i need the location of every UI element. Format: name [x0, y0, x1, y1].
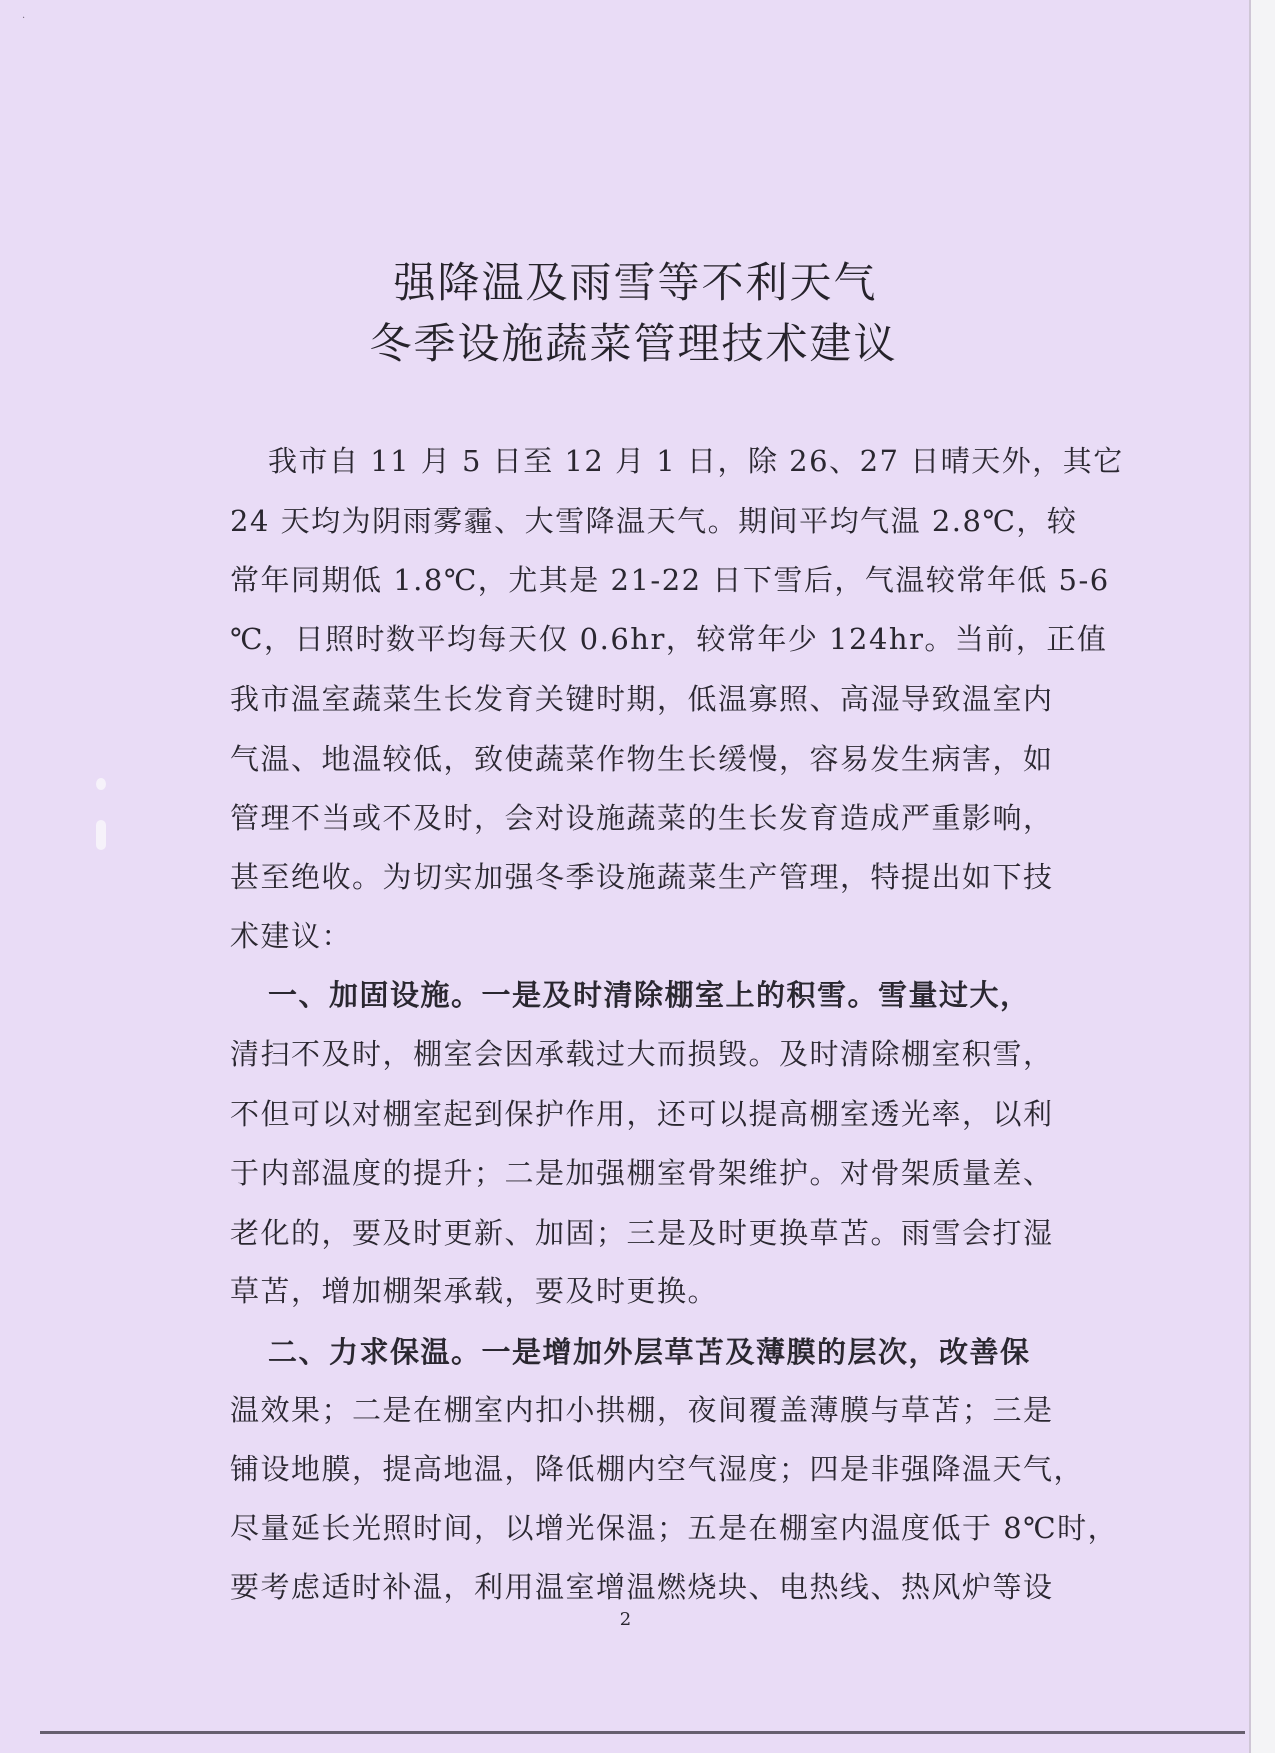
section-2-line: 铺设地膜，提高地温，降低棚内空气湿度；四是非强降温天气， — [230, 1452, 1085, 1486]
section-2-line: 温效果；二是在棚室内扣小拱棚，夜间覆盖薄膜与草苫；三是 — [230, 1393, 1054, 1427]
section-1-line: 老化的，要及时更新、加固；三是及时更换草苫。雨雪会打湿 — [230, 1216, 1054, 1250]
section-1-line: 一、加固设施。一是及时清除棚室上的积雪。雪量过大， — [268, 978, 1031, 1012]
paragraph-1-line: 甚至绝收。为切实加强冬季设施蔬菜生产管理，特提出如下技 — [230, 860, 1054, 894]
section-2-line: 尽量延长光照时间，以增光保温；五是在棚室内温度低于 8℃时， — [230, 1511, 1119, 1545]
document-title-line-1: 强降温及雨雪等不利天气 — [393, 258, 878, 307]
paragraph-1-line: 24 天均为阴雨雾霾、大雪降温天气。期间平均气温 2.8℃，较 — [230, 504, 1078, 538]
page-number: 2 — [619, 1609, 632, 1630]
section-1-line: 不但可以对棚室起到保护作用，还可以提高棚室透光率，以利 — [230, 1097, 1054, 1131]
section-2-line: 要考虑适时补温，利用温室增温燃烧块、电热线、热风炉等设 — [230, 1570, 1054, 1604]
paragraph-1-line: 管理不当或不及时，会对设施蔬菜的生长发育造成严重影响， — [230, 801, 1054, 835]
section-1-line: 清扫不及时，棚室会因承载过大而损毁。及时清除棚室积雪， — [230, 1037, 1054, 1071]
document-title-line-2: 冬季设施蔬菜管理技术建议 — [369, 319, 898, 368]
binding-hole — [96, 778, 106, 790]
section-2-line: 二、力求保温。一是增加外层草苫及薄膜的层次，改善保 — [268, 1335, 1031, 1369]
paragraph-1-line: 气温、地温较低，致使蔬菜作物生长缓慢，容易发生病害，如 — [230, 742, 1054, 776]
paragraph-1-line: 常年同期低 1.8℃，尤其是 21-22 日下雪后，气温较常年低 5-6 — [230, 563, 1110, 597]
paragraph-1-line: 术建议： — [230, 919, 353, 953]
scan-bottom-edge — [40, 1731, 1245, 1734]
scan-speck: · — [22, 13, 26, 24]
paragraph-1-line: 我市温室蔬菜生长发育关键时期，低温寡照、高湿导致温室内 — [230, 682, 1054, 716]
paragraph-1-line: 我市自 11 月 5 日至 12 月 1 日，除 26、27 日晴天外，其它 — [268, 444, 1124, 478]
binding-hole — [96, 820, 106, 850]
paragraph-1-line: ℃，日照时数平均每天仅 0.6hr，较常年少 124hr。当前，正值 — [230, 622, 1108, 656]
section-1-line: 于内部温度的提升；二是加强棚室骨架维护。对骨架质量差、 — [230, 1156, 1054, 1190]
section-1-line: 草苫，增加棚架承载，要及时更换。 — [230, 1274, 719, 1308]
